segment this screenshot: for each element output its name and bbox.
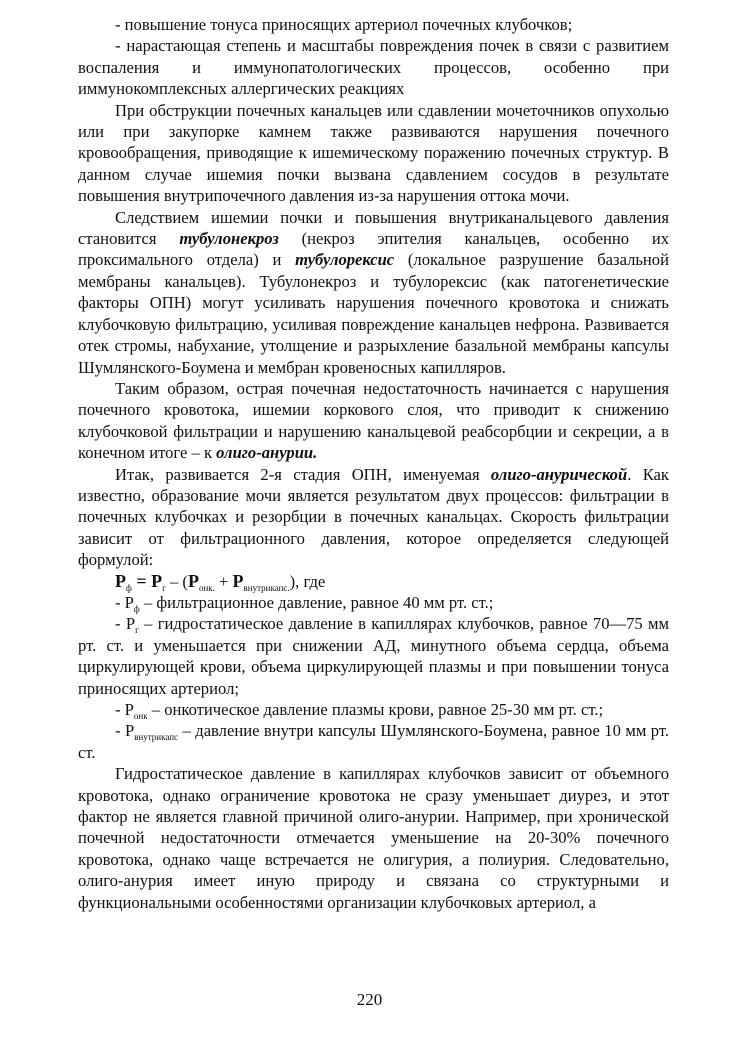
page-number: 220 — [356, 990, 383, 1009]
paragraph-hydrostatic: Гидростатическое давление в капиллярах клубочков зависит от объемного кровотока, однако ограничение кровотока не сразу уменьшает диурез, и этот фактор не является главной причиной олиго-анурии. Например, при хронической почечной недостаточности отмечается уменьшение на 20-30% почечного кровотока, однако чаще встречается не олигурия, а полиурия. Следовательно, олиго-анурия имеет иную природу и связана со структурными и функциональными особенностями организации клубочковых артериол, а — [78, 764, 669, 912]
paragraph-obstruction: При обструкции почечных канальцев или сдавлении мочеточников опухолью или при закупорке камнем также развиваются нарушения почечного кровообращения, приводящие к ишемическому поражению почечных структур. В данном случае ишемия почки вызвана сдавлением сосудов в результате повышения внутрипочечного давления из-за нарушения оттока мочи. — [78, 100, 669, 206]
term-tubulorexis: тубулорексис — [295, 250, 395, 270]
definition-intracapsular-pressure: - $Р_{внутрикапс}$ – давление внутри капсулы Шумлянского-Боумена, равное 10 мм рт. ст. — [78, 721, 669, 762]
list-item-arteriole-tone: - повышение тонуса приносящих артериол почечных клубочков; — [115, 15, 573, 34]
definition-hydrostatic-pressure: - $Р_г$ – гидростатическое давление в капиллярах клубочков, равное 70—75 мм рт. ст. и уменьшается при снижении АД, минутного объема сердца, объема циркулирующей крови, объема циркулирующей плазмы и при повышении тонуса приносящих артериол; — [78, 614, 670, 698]
paragraph-second-stage: Итак, развивается 2-я стадия ОПН, именуемая олиго-анурической. Как известно, образование мочи является результатом двух процессов: фильтрации в почечных клубочках и резорбции в почечных канальцах. Скорость фильтрации зависит от фильтрационного давления, которое определяется следующей формулой: — [78, 464, 669, 570]
definition-filtration-pressure: - $Р_ф$ – фильтрационное давление, равное 40 мм рт. ст.; — [115, 592, 494, 614]
list-item-kidney-damage: - нарастающая степень и масштабы повреждения почек в связи с развитием воспаления и иммунопатологических процессов, особенно при иммунокомплексных аллергических реакциях — [78, 36, 669, 99]
definition-oncotic-pressure: - $Р_{онк}$ – онкотическое давление плазмы крови, равное 25-30 мм рт. ст.; — [115, 700, 604, 721]
paragraph-summary: Таким образом, острая почечная недостаточность начинается с нарушения почечного кровотока, ишемии коркового слоя, что приводит к снижению клубочковой фильтрации и нарушению канальцевой реабсорбции и секреции, а в конечном итоге – к олиго-анурии. — [78, 378, 669, 463]
term-tubulonecrosis: тубулонекроз — [179, 229, 279, 249]
term-oligo-anuria: олиго-анурии. — [216, 443, 318, 463]
paragraph-tubulonecrosis: Следствием ишемии почки и повышения внутриканальцевого давления становится тубулонекроз (некроз эпителия канальцев, особенно их проксимального отдела) и тубулорексис (локальное разрушение базальной мембраны канальцев). Тубулонекроз и тубулорексис (как патогенетические факторы ОПН) могут усиливать нарушения почечного кровотока и снижать клубочковую фильтрацию, усиливая повреждение канальцев нефрона. Развивается отек стромы, набухание, утолщение и разрыхление базальной мембраны капсулы Шумлянского-Боумена и мембран кровеносных капилляров. — [78, 207, 669, 377]
term-oligo-anuric: олиго-анурической — [490, 464, 628, 484]
filtration-formula: $Р_ф = Р_г - (Р_{онк.} + Р_{внутрикапс.})$, где — [115, 570, 326, 593]
